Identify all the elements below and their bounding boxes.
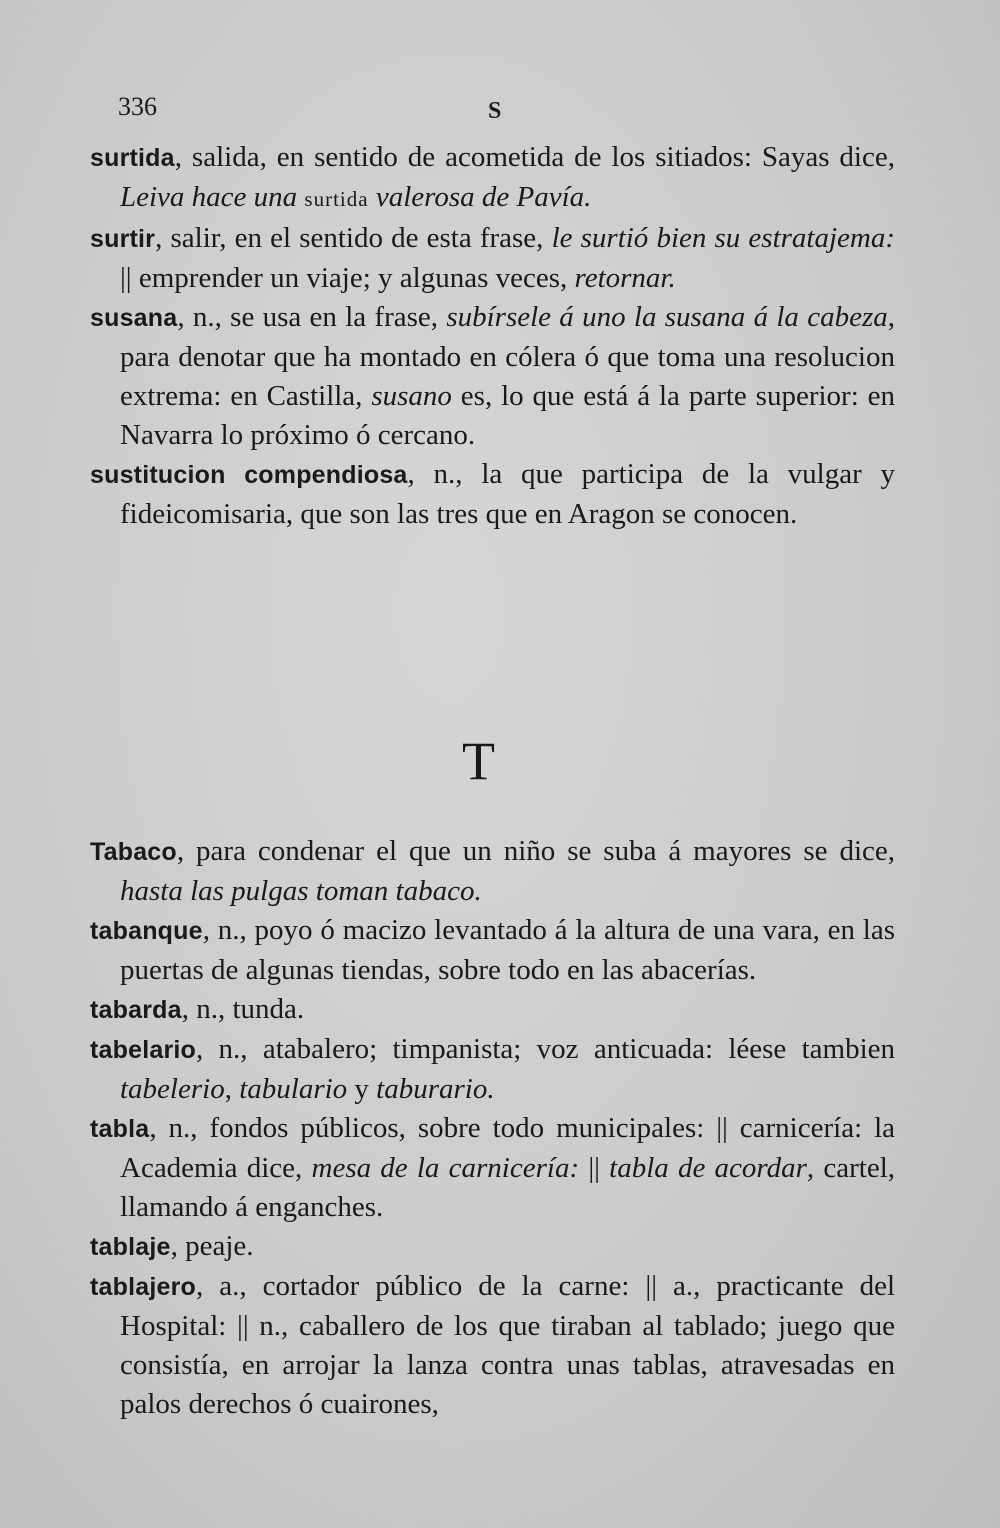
entry-text: susano [371, 380, 452, 412]
entry-text: , [224, 1073, 240, 1105]
entry-text: , cartel, llamando á enganches. [120, 1152, 895, 1223]
entry-text: valerosa de Pavía. [368, 181, 592, 213]
entry-text: , n., atabalero; timpanista; voz anticuada: léese tambien [196, 1033, 895, 1065]
entry-text: , n., fondos públicos, sobre todo municipales: || carnicería: la Academia dice, [120, 1112, 895, 1184]
entry-text: , salida, en sentido de acometida de los sitiados: Sayas dice, [174, 141, 895, 173]
entry-headword: tablajero [90, 1273, 196, 1301]
entry-text: || emprender un viaje; y algunas veces, [120, 262, 575, 294]
entry-headword: sustitucion compendiosa [90, 461, 408, 489]
entry-text: le surtió bien su estratajema: [551, 222, 896, 254]
entry-headword: tabanque [90, 917, 203, 945]
entry-text: y [347, 1073, 377, 1105]
dictionary-entry [90, 990, 895, 1030]
entry-text: hasta las pulgas toman tabaco. [120, 875, 482, 907]
entry-headword: susana [90, 304, 178, 332]
entry-text: tabulario [239, 1073, 348, 1105]
entry-text: Leiva hace una [120, 181, 305, 213]
entry-text: mesa de la carnicería: [311, 1152, 580, 1184]
dictionary-entry [90, 911, 895, 990]
dictionary-entry [90, 1030, 895, 1109]
entry-text: , peaje. [170, 1230, 254, 1262]
entry-headword: Tabaco [90, 838, 177, 866]
entry-text: , salir, en el sentido de esta frase, [155, 222, 552, 254]
dictionary-entry [90, 832, 895, 911]
entry-text: , para condenar el que un niño se suba á mayores se dice, [176, 835, 895, 867]
entry-text: retornar. [574, 262, 676, 294]
entry-text: , para denotar que ha montado en cólera ó que toma una resolucion extrema: en Castilla, [120, 301, 895, 412]
entry-text: || [579, 1152, 610, 1184]
entries-t-block [90, 832, 895, 1424]
entry-text: , n., la que participa de la vulgar y fideicomisaria, que son las tres que en Aragon se conocen. [120, 458, 895, 530]
dictionary-entry [90, 298, 895, 455]
section-heading-t: T [462, 731, 495, 791]
entry-text: tabla de acordar [609, 1152, 807, 1184]
entry-text: surtida [304, 187, 369, 211]
dictionary-entry [90, 1109, 895, 1227]
dictionary-entry [90, 138, 895, 219]
dictionary-entry [90, 219, 895, 298]
running-head [118, 92, 888, 132]
entry-headword: tablaje [90, 1233, 171, 1261]
entry-text: , n., se usa en la frase, [177, 301, 447, 333]
page-number: 336 [118, 92, 157, 121]
dictionary-entry [90, 455, 895, 534]
entry-text: , n., tunda. [181, 993, 305, 1025]
entry-headword: tabarda [90, 996, 182, 1024]
entry-text: , a., cortador público de la carne: || a., practicante del Hospital: || n., caballero de los que tiraban al tablado; juego que consistía, en arrojar la lanza contra unas tablas, atravesadas en palos derechos ó cuairones, [120, 1270, 895, 1420]
entry-text: es, lo que está á la parte superior: en Navarra lo próximo ó cercano. [120, 380, 896, 451]
entry-headword: surtir [90, 225, 156, 253]
entry-text: tabelerio [120, 1073, 225, 1105]
dictionary-entry [90, 1267, 895, 1424]
entry-text: , n., poyo ó macizo levantado á la altura de una vara, en las puertas de algunas tiendas, sobre todo en las abacerías. [120, 914, 895, 986]
entry-text: taburario. [376, 1073, 495, 1105]
entry-headword: tabla [90, 1115, 150, 1143]
entries-s-block [90, 138, 895, 534]
entry-text: subírsele á uno la susana á la cabeza [446, 301, 888, 333]
running-head-letter: S [488, 98, 502, 124]
entry-headword: tabelario [90, 1036, 196, 1064]
dictionary-entry [90, 1227, 895, 1267]
entry-headword: surtida [90, 144, 175, 172]
